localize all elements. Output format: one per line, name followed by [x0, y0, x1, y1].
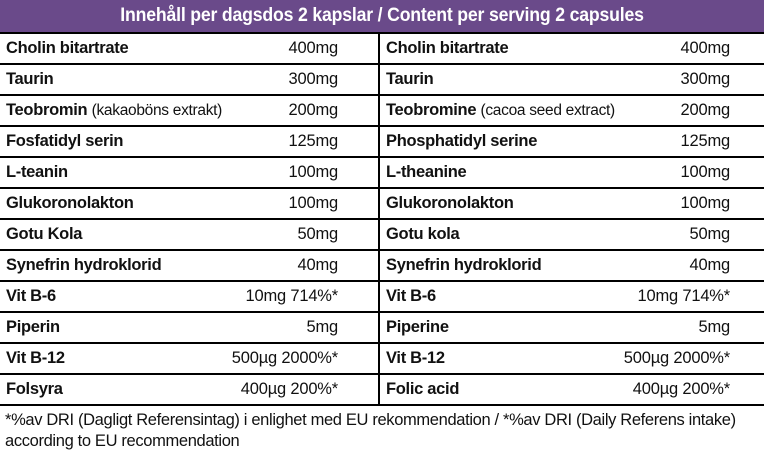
ingredient-name-text: Synefrin hydroklorid [6, 256, 162, 274]
ingredient-name [386, 318, 449, 337]
ingredient-name-text: Phosphatidyl serine [386, 132, 538, 150]
english-ingredient-row [380, 282, 764, 313]
ingredient-name-text: Cholin bitartrate [6, 39, 129, 57]
ingredient-amount: 500µg 2000%* [231, 349, 338, 367]
ingredient-note: (cacoa seed extract) [480, 102, 615, 119]
ingredient-name [6, 194, 134, 213]
swedish-ingredient-row [0, 251, 378, 282]
ingredient-name [6, 70, 53, 89]
ingredient-amount: 10mg 714%* [637, 287, 730, 305]
ingredient-name-text: Glukoronolakton [386, 194, 514, 212]
swedish-ingredient-row [0, 34, 378, 65]
english-ingredient-row [380, 34, 764, 65]
ingredient-name-text: Teobromin [6, 101, 88, 119]
ingredient-amount: 300mg [680, 70, 730, 88]
ingredient-name-text: L-theanine [386, 163, 467, 181]
ingredient-name-text: Fosfatidyl serin [6, 132, 124, 150]
ingredients-grid [0, 34, 764, 406]
ingredient-amount: 125mg [288, 132, 338, 150]
ingredient-amount: 40mg [297, 256, 338, 274]
swedish-ingredient-row [0, 189, 378, 220]
ingredient-name [386, 380, 459, 399]
english-ingredient-row [380, 375, 764, 406]
ingredient-name-text: Cholin bitartrate [386, 39, 509, 57]
ingredient-name [386, 287, 436, 306]
ingredient-name-text: Taurin [386, 70, 434, 88]
ingredient-name-text: Gotu kola [386, 225, 460, 243]
ingredient-name-text: Folsyra [6, 380, 63, 398]
swedish-ingredient-row [0, 282, 378, 313]
ingredient-name-text: L-teanin [6, 163, 68, 181]
footnote [0, 406, 764, 452]
swedish-ingredient-row [0, 96, 378, 127]
ingredient-amount: 100mg [288, 194, 338, 212]
english-ingredient-row [380, 96, 764, 127]
ingredient-name [6, 380, 63, 399]
ingredient-name-text: Vit B-6 [386, 287, 436, 305]
swedish-ingredient-row [0, 127, 378, 158]
english-ingredient-row [380, 65, 764, 96]
ingredient-name-text: Piperine [386, 318, 449, 336]
english-ingredient-row [380, 158, 764, 189]
ingredient-amount: 400mg [288, 39, 338, 57]
ingredient-amount: 40mg [689, 256, 730, 274]
ingredient-note: (kakaoböns extrakt) [91, 102, 223, 119]
table-title: Innehåll per dagsdos 2 kapslar / Content per serving 2 capsules [27, 0, 738, 32]
english-column [380, 34, 764, 406]
ingredient-name [6, 349, 65, 368]
swedish-column [0, 34, 380, 406]
english-ingredient-row [380, 220, 764, 251]
english-ingredient-row [380, 251, 764, 282]
ingredient-amount: 5mg [698, 318, 730, 336]
ingredient-amount: 100mg [288, 163, 338, 181]
ingredient-name-text: Vit B-6 [6, 287, 56, 305]
ingredient-name [386, 163, 466, 182]
ingredient-amount: 100mg [680, 194, 730, 212]
ingredient-name-text: Taurin [6, 70, 54, 88]
ingredient-amount: 400µg 200%* [240, 380, 338, 398]
ingredient-name-text: Vit B-12 [386, 349, 445, 367]
ingredient-name-text: Synefrin hydroklorid [386, 256, 542, 274]
swedish-ingredient-row [0, 158, 378, 189]
ingredient-amount: 5mg [306, 318, 338, 336]
ingredient-amount: 10mg 714%* [245, 287, 338, 305]
ingredient-name [386, 101, 615, 120]
english-ingredient-row [380, 313, 764, 344]
english-ingredient-row [380, 344, 764, 375]
ingredient-amount: 400mg [680, 39, 730, 57]
ingredient-name [6, 287, 56, 306]
ingredient-name [6, 225, 82, 244]
swedish-ingredient-row [0, 65, 378, 96]
footnote-line-2: according to EU recommendation [5, 432, 240, 450]
english-ingredient-row [380, 189, 764, 220]
ingredient-name [386, 70, 433, 89]
ingredient-name [386, 194, 514, 213]
ingredient-name [6, 101, 222, 120]
ingredient-amount: 125mg [680, 132, 730, 150]
ingredient-amount: 100mg [680, 163, 730, 181]
footnote-line-1: *%av DRI (Dagligt Referensintag) i enlighet med EU rekommendation / *%av DRI (Daily Referens intake) [5, 411, 736, 429]
ingredient-amount: 200mg [288, 101, 338, 119]
ingredient-name [6, 132, 123, 151]
ingredient-name [6, 318, 60, 337]
ingredient-name [6, 163, 68, 182]
ingredient-amount: 50mg [689, 225, 730, 243]
ingredient-name [386, 225, 459, 244]
ingredient-amount: 400µg 200%* [632, 380, 730, 398]
ingredient-name [386, 349, 445, 368]
ingredients-table [0, 32, 764, 406]
ingredient-name [6, 256, 161, 275]
swedish-ingredient-row [0, 313, 378, 344]
ingredient-name [6, 39, 128, 58]
english-ingredient-row [380, 127, 764, 158]
ingredient-amount: 300mg [288, 70, 338, 88]
ingredient-amount: 200mg [680, 101, 730, 119]
swedish-ingredient-row [0, 375, 378, 406]
ingredient-name-text: Teobromine [386, 101, 477, 119]
ingredient-name [386, 256, 541, 275]
ingredient-name [386, 39, 508, 58]
ingredient-name [386, 132, 537, 151]
swedish-ingredient-row [0, 344, 378, 375]
ingredient-name-text: Glukoronolakton [6, 194, 134, 212]
ingredient-name-text: Folic acid [386, 380, 460, 398]
ingredient-amount: 500µg 2000%* [623, 349, 730, 367]
ingredient-name-text: Piperin [6, 318, 60, 336]
ingredient-name-text: Vit B-12 [6, 349, 65, 367]
ingredient-name-text: Gotu Kola [6, 225, 83, 243]
swedish-ingredient-row [0, 220, 378, 251]
table-header [0, 0, 764, 32]
ingredient-amount: 50mg [297, 225, 338, 243]
